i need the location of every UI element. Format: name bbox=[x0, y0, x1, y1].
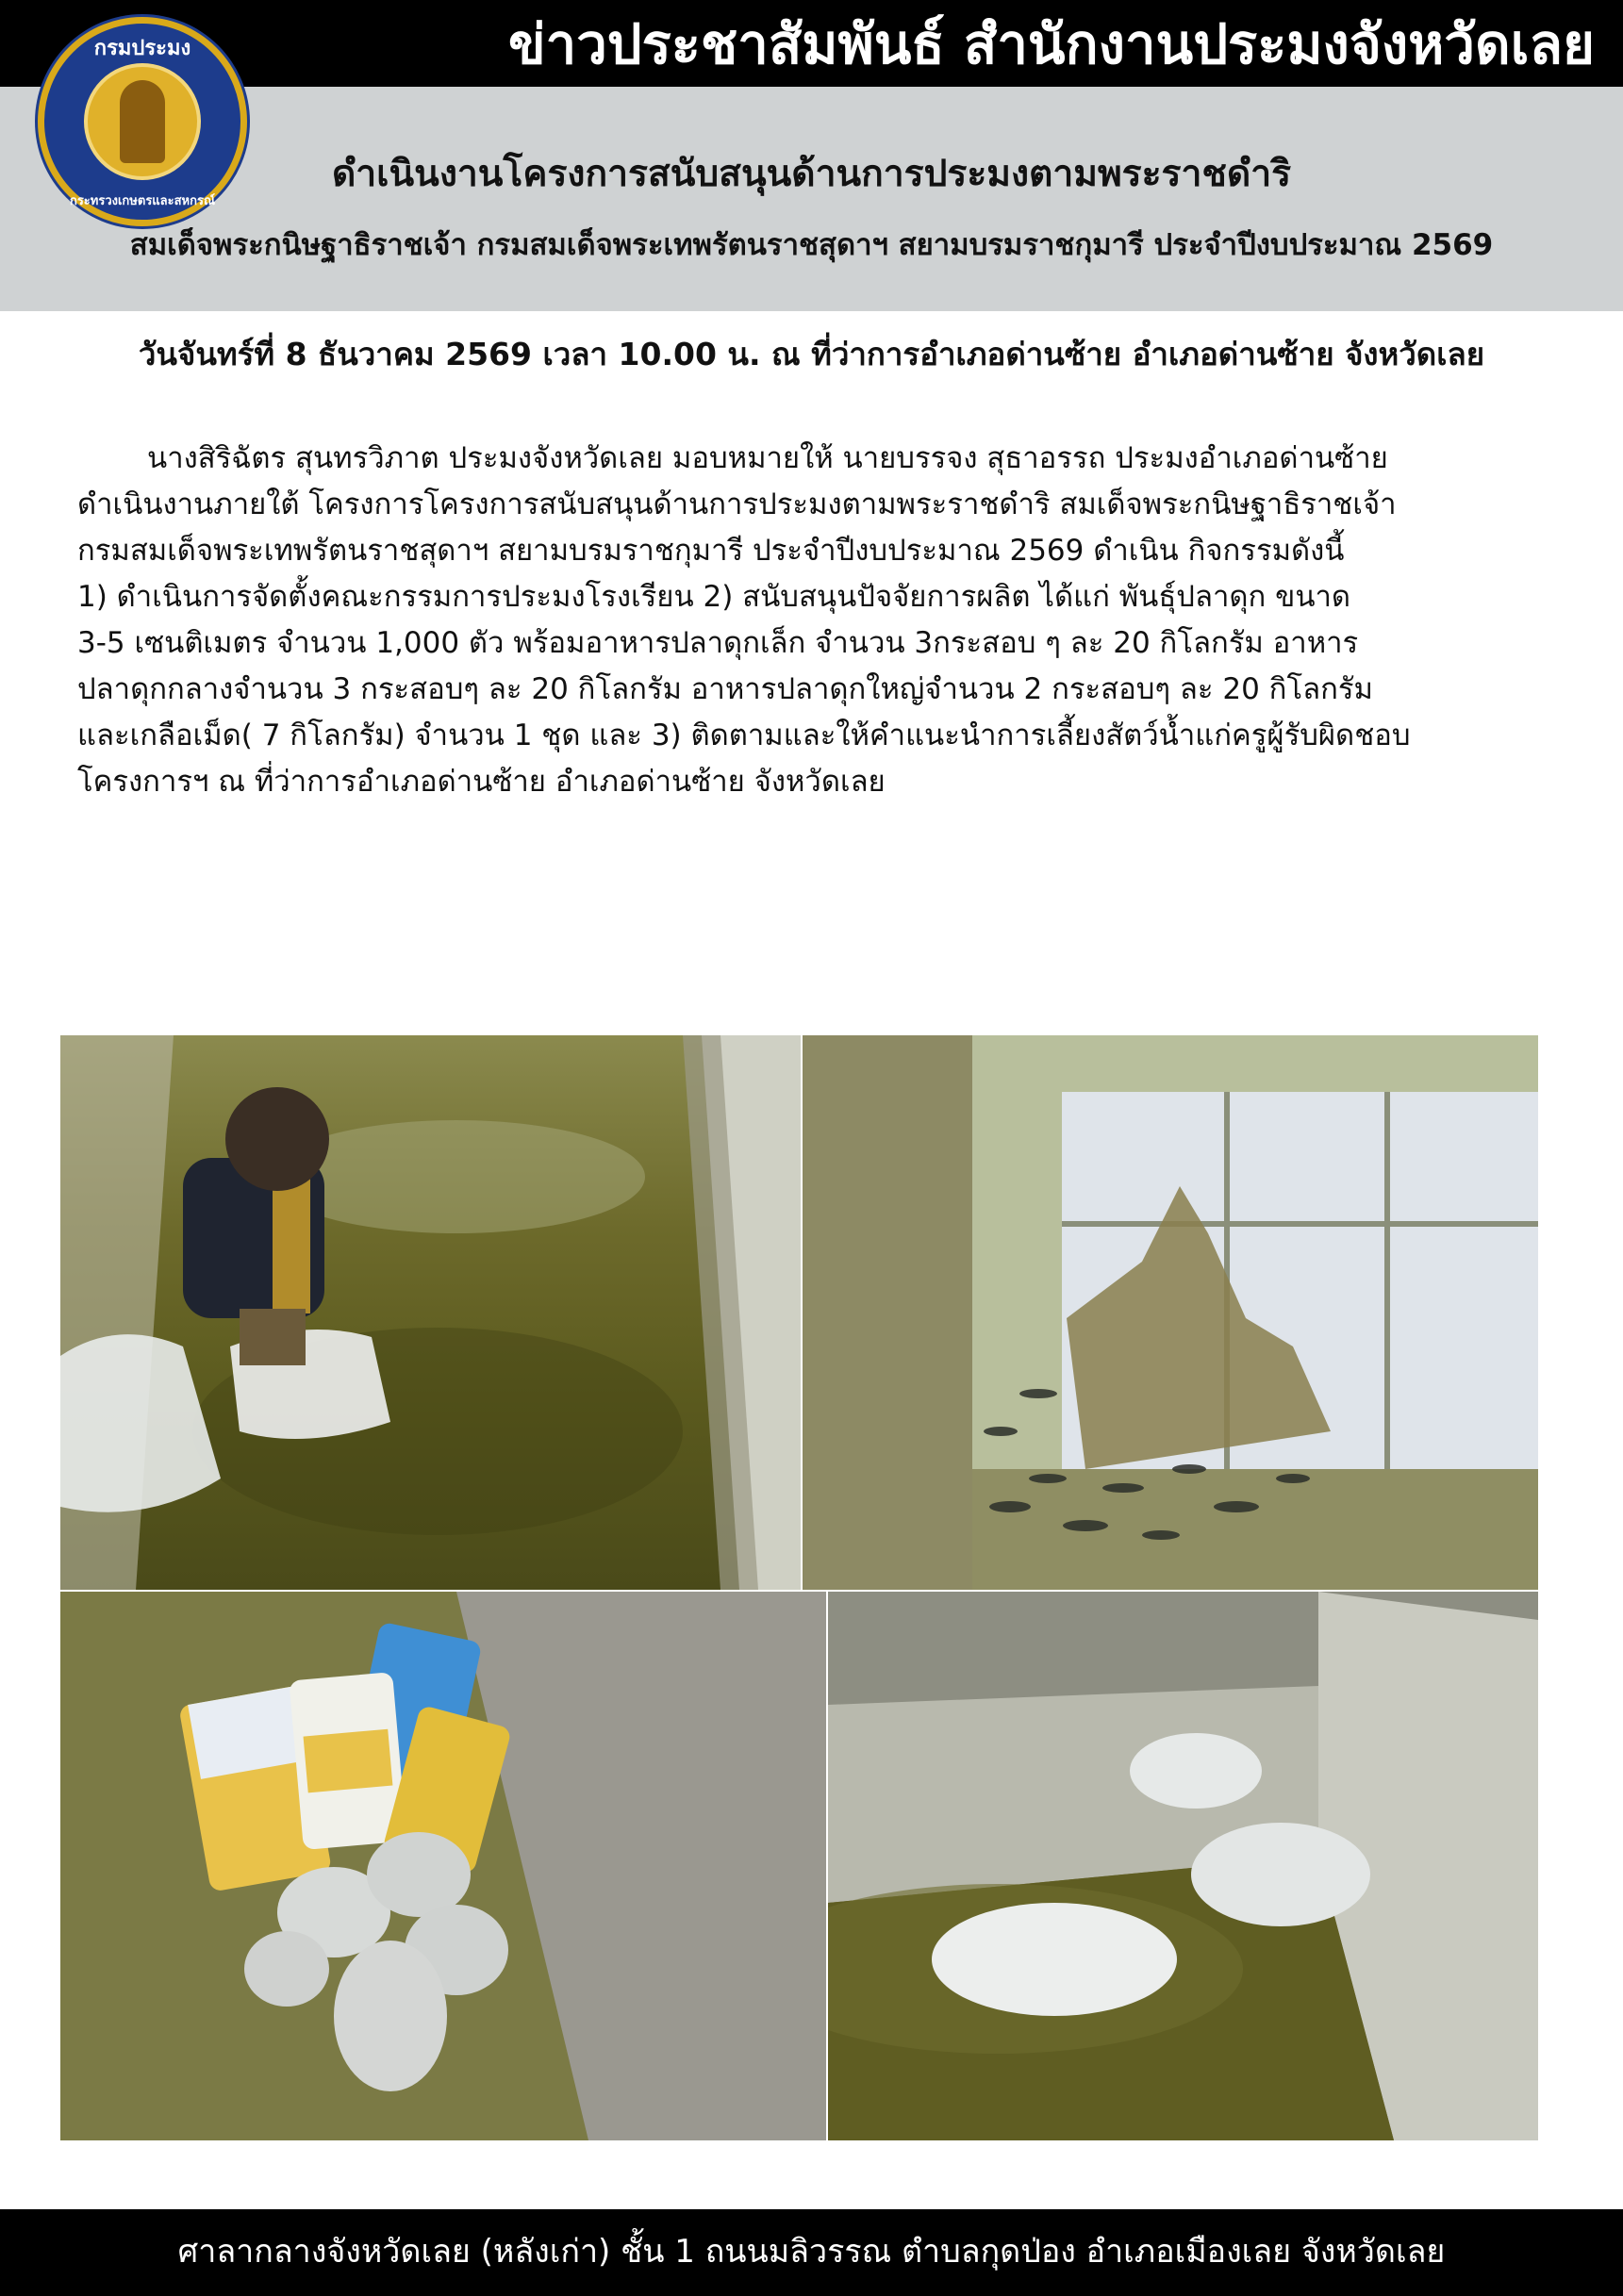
page-title: ข่าวประชาสัมพันธ์ สำนักงานประมงจังหวัดเลย bbox=[507, 12, 1595, 76]
photo-catfish-fingerlings bbox=[803, 1035, 1538, 1590]
footer-bar bbox=[0, 2209, 1623, 2296]
body-line: ดำเนินงานภายใต้ โครงการโครงการสนับสนุนด้านการประมงตามพระราชดำริ สมเด็จพระกนิษฐาธิราชเจ้า bbox=[77, 487, 1397, 521]
project-title: ดำเนินงานโครงการสนับสนุนด้านการประมงตามพระราชดำริ bbox=[331, 153, 1292, 195]
photo-feed-sacks bbox=[60, 1592, 826, 2140]
photo-releasing-fish-illustration bbox=[60, 1035, 801, 1590]
body-line: 1) ดำเนินการจัดตั้งคณะกรรมการประมงโรงเรียน 2) สนับสนุนปัจจัยการผลิต ได้แก่ พันธุ์ปลาดุก ขนาด bbox=[77, 580, 1351, 614]
office-address: ศาลากลางจังหวัดเลย (หลังเก่า) ชั้น 1 ถนนมลิวรรณ ตำบลกุดป่อง อำเภอเมืองเลย จังหวัดเลย bbox=[177, 2233, 1446, 2271]
photo-releasing-fish bbox=[60, 1035, 801, 1590]
body-line: 3-5 เซนติเมตร จำนวน 1,000 ตัว พร้อมอาหารปลาดุกเล็ก จำนวน 3กระสอบ ๆ ละ 20 กิโลกรัม อาหาร bbox=[77, 626, 1359, 660]
body-line: และเกลือเม็ด( 7 กิโลกรัม) จำนวน 1 ชุด และ 3) ติดตามและให้คำแนะนำการเลี้ยงสัตว์น้ำแก่ครูผู้รับผิดชอบ bbox=[77, 719, 1411, 752]
body-line: นางสิริฉัตร สุนทรวิภาต ประมงจังหวัดเลย มอบหมายให้ นายบรรจง สุธาอรรถ ประมงอำเภอด่านซ้าย bbox=[147, 441, 1388, 475]
body-line: ปลาดุกกลางจำนวน 3 กระสอบๆ ละ 20 กิโลกรัม อาหารปลาดุกใหญ่จำนวน 2 กระสอบๆ ละ 20 กิโลกรัม bbox=[77, 672, 1373, 706]
photo-bags-in-pond-illustration bbox=[828, 1592, 1538, 2140]
photo-bags-in-pond bbox=[828, 1592, 1538, 2140]
photo-catfish-fingerlings-illustration bbox=[803, 1035, 1538, 1590]
project-subtitle: สมเด็จพระกนิษฐาธิราชเจ้า กรมสมเด็จพระเทพรัตนราชสุดาฯ สยามบรมราชกุมารี ประจำปีงบประมาณ 2569 bbox=[129, 228, 1494, 262]
body-line: โครงการฯ ณ ที่ว่าการอำเภอด่านซ้าย อำเภอด่านซ้าย จังหวัดเลย bbox=[77, 765, 886, 799]
photo-feed-sacks-illustration bbox=[60, 1592, 826, 2140]
body-line: กรมสมเด็จพระเทพรัตนราชสุดาฯ สยามบรมราชกุมารี ประจำปีงบประมาณ 2569 ดำเนิน กิจกรรมดังนี้ bbox=[77, 534, 1345, 568]
event-date-location: วันจันทร์ที่ 8 ธันวาคม 2569 เวลา 10.00 น. ณ ที่ว่าการอำเภอด่านซ้าย อำเภอด่านซ้าย จังหวัดเลย bbox=[138, 336, 1485, 372]
logo-text-top: กรมประมง bbox=[93, 37, 191, 60]
logo-text-bottom: กระทรวงเกษตรและสหกรณ์ bbox=[69, 194, 216, 208]
news-body bbox=[77, 436, 1586, 805]
header-bar bbox=[0, 0, 1623, 87]
